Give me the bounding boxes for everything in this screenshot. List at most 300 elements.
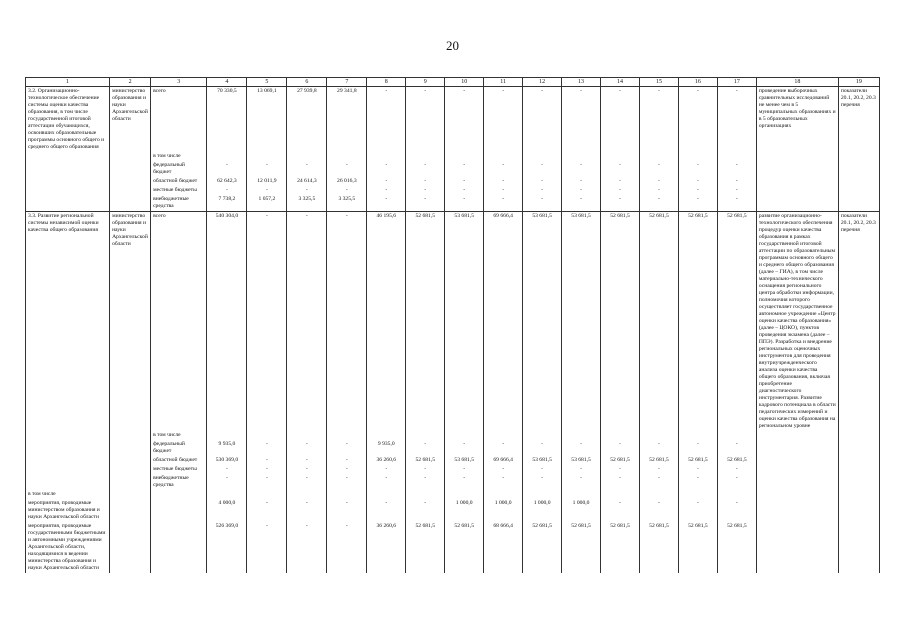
table-cell: - [639, 87, 678, 153]
table-cell: 52 681,5 [406, 522, 445, 573]
table-cell: 52 681,5 [445, 522, 484, 573]
table-cell: 9 935,0 [207, 440, 247, 456]
table-row [26, 474, 880, 490]
table-cell [247, 152, 287, 161]
table-cell: 69 666,4 [484, 212, 523, 432]
table-cell [26, 177, 110, 186]
table-cell: - [445, 474, 484, 490]
table-cell: мероприятия, проводимые министерством образования и науки Архангельской области [26, 499, 110, 522]
table-cell: - [601, 474, 640, 490]
table-cell: - [717, 195, 756, 212]
table-cell: 52 681,5 [678, 522, 717, 573]
table-row [26, 177, 880, 186]
table-cell: - [484, 177, 523, 186]
table-cell [247, 431, 287, 440]
table-cell [367, 431, 406, 440]
budget-table [25, 77, 880, 573]
table-cell: - [484, 440, 523, 456]
table-cell: 3 325,5 [327, 195, 367, 212]
table-cell: - [406, 499, 445, 522]
table-cell: министерство образования и науки Архангельской области [110, 212, 151, 432]
table-cell: 36 260,6 [367, 456, 406, 465]
table-cell: - [562, 195, 601, 212]
column-header: 19 [838, 78, 879, 87]
column-header: 1 [26, 78, 110, 87]
table-cell: в том числе [151, 152, 207, 161]
table-cell [756, 186, 838, 195]
table-cell: - [562, 177, 601, 186]
table-cell: 53 681,5 [562, 212, 601, 432]
table-row [26, 87, 880, 153]
table-cell: - [287, 440, 327, 456]
table-row [26, 456, 880, 465]
table-cell [327, 431, 367, 440]
column-header: 10 [445, 78, 484, 87]
page-number: 20 [446, 38, 459, 53]
table-cell: - [327, 456, 367, 465]
table-cell: 24 614,3 [287, 177, 327, 186]
column-header: 7 [327, 78, 367, 87]
table-cell: - [445, 177, 484, 186]
table-cell: - [247, 474, 287, 490]
table-cell: 526 369,0 [207, 522, 247, 573]
table-cell: - [601, 87, 640, 153]
table-cell [110, 456, 151, 465]
table-cell [838, 177, 879, 186]
table-cell: - [523, 161, 562, 177]
table-cell: - [406, 474, 445, 490]
table-cell: - [717, 440, 756, 456]
table-cell [838, 522, 879, 573]
table-cell: - [367, 195, 406, 212]
table-cell: - [562, 186, 601, 195]
table-cell [26, 465, 110, 474]
table-cell [601, 152, 640, 161]
table-cell: 52 681,5 [523, 522, 562, 573]
table-cell: - [445, 195, 484, 212]
table-cell: - [562, 87, 601, 153]
table-cell: - [287, 474, 327, 490]
table-cell: 1 000,0 [562, 499, 601, 522]
table-cell: - [287, 499, 327, 522]
header-row [26, 78, 880, 87]
table-cell: министерство образования и науки Архангельской области [110, 87, 151, 153]
table-cell [151, 522, 207, 573]
table-cell: - [523, 195, 562, 212]
table-cell: - [327, 522, 367, 573]
table-cell [756, 440, 838, 456]
table-cell: 52 681,5 [717, 456, 756, 465]
table-cell [838, 474, 879, 490]
table-cell [287, 490, 327, 499]
table-cell: 52 681,5 [639, 456, 678, 465]
table-cell: - [287, 456, 327, 465]
table-cell [26, 474, 110, 490]
table-cell [484, 431, 523, 440]
table-cell: всего [151, 212, 207, 432]
table-cell: 52 681,5 [717, 522, 756, 573]
column-header: 3 [151, 78, 207, 87]
table-cell: - [562, 465, 601, 474]
table-cell: областной бюджет [151, 456, 207, 465]
table-cell: 52 681,5 [601, 522, 640, 573]
table-cell [523, 431, 562, 440]
column-header: 18 [756, 78, 838, 87]
table-cell: - [678, 465, 717, 474]
table-cell: 52 681,5 [717, 212, 756, 432]
table-cell [110, 431, 151, 440]
table-cell: - [639, 474, 678, 490]
table-cell [151, 490, 207, 499]
table-cell [26, 152, 110, 161]
table-cell [756, 195, 838, 212]
table-cell: - [484, 474, 523, 490]
table-cell: 52 681,5 [562, 522, 601, 573]
table-cell: - [639, 499, 678, 522]
table-cell [151, 499, 207, 522]
table-cell [110, 177, 151, 186]
table-cell: - [601, 161, 640, 177]
table-cell: - [287, 186, 327, 195]
table-cell: - [717, 465, 756, 474]
table-cell: 70 330,5 [207, 87, 247, 153]
table-cell [110, 490, 151, 499]
table-cell: - [445, 465, 484, 474]
table-cell [110, 186, 151, 195]
table-cell: 530 369,0 [207, 456, 247, 465]
table-row [26, 186, 880, 195]
table-cell [838, 490, 879, 499]
table-cell: - [367, 87, 406, 153]
table-cell: областной бюджет [151, 177, 207, 186]
table-cell: 52 681,5 [639, 522, 678, 573]
table-cell [678, 431, 717, 440]
table-cell: - [678, 440, 717, 456]
table-cell: - [601, 186, 640, 195]
column-header: 4 [207, 78, 247, 87]
table-cell [110, 161, 151, 177]
table-cell: показатели 20.1, 20.2, 20.3 перечня [838, 87, 879, 153]
column-header: 13 [562, 78, 601, 87]
table-cell: федеральный бюджет [151, 161, 207, 177]
table-row [26, 431, 880, 440]
table-cell: внебюджетные средства [151, 474, 207, 490]
table-cell: - [484, 186, 523, 195]
table-cell: - [406, 177, 445, 186]
table-cell: - [717, 499, 756, 522]
table-cell: 52 681,5 [601, 212, 640, 432]
table-cell: - [523, 440, 562, 456]
table-cell [445, 490, 484, 499]
table-cell: - [406, 465, 445, 474]
table-cell: - [327, 440, 367, 456]
table-cell [601, 431, 640, 440]
table-cell [484, 490, 523, 499]
table-cell [639, 152, 678, 161]
table-cell [756, 152, 838, 161]
table-row [26, 522, 880, 573]
table-cell: 26 016,3 [327, 177, 367, 186]
table-cell [756, 161, 838, 177]
table-cell: - [367, 161, 406, 177]
table-cell: - [484, 465, 523, 474]
table-cell: - [639, 440, 678, 456]
table-cell: - [207, 161, 247, 177]
table-cell: - [207, 474, 247, 490]
table-cell: - [287, 522, 327, 573]
table-cell [26, 161, 110, 177]
table-cell: - [523, 87, 562, 153]
table-row [26, 490, 880, 499]
table-cell: - [406, 195, 445, 212]
column-header: 11 [484, 78, 523, 87]
table-body [26, 87, 880, 574]
table-cell: показатели 20.1, 20.2, 20.3 перечня [838, 212, 879, 432]
table-cell: - [717, 177, 756, 186]
table-row [26, 195, 880, 212]
table-cell: 52 681,5 [678, 212, 717, 432]
table-cell: - [207, 465, 247, 474]
column-header: 14 [601, 78, 640, 87]
table-cell: 68 666,4 [484, 522, 523, 573]
table-cell: - [327, 499, 367, 522]
table-cell: - [639, 177, 678, 186]
table-cell [756, 490, 838, 499]
table-cell: - [678, 499, 717, 522]
table-cell [838, 456, 879, 465]
column-header: 17 [717, 78, 756, 87]
table-cell: - [247, 456, 287, 465]
table-cell [110, 440, 151, 456]
table-cell [523, 152, 562, 161]
table-cell [838, 440, 879, 456]
table-cell [110, 465, 151, 474]
table-cell: - [445, 440, 484, 456]
table-cell: 46 195,6 [367, 212, 406, 432]
table-cell [678, 490, 717, 499]
table-cell [327, 490, 367, 499]
table-cell: 540 304,0 [207, 212, 247, 432]
table-cell: 3.2. Организационно-технологическое обеспечение системы оценки качества образования, в том числе государственной итоговой аттестации обучающихся, освоивших образовательные программы основного общего и среднего общего образования [26, 87, 110, 153]
table-cell: - [406, 440, 445, 456]
column-header: 12 [523, 78, 562, 87]
table-cell: внебюджетные средства [151, 195, 207, 212]
table-cell: - [367, 499, 406, 522]
table-cell: - [327, 161, 367, 177]
table-cell: - [367, 474, 406, 490]
table-cell [838, 431, 879, 440]
table-cell [639, 431, 678, 440]
table-cell: - [717, 474, 756, 490]
table-cell: - [678, 195, 717, 212]
table-cell: - [562, 474, 601, 490]
table-cell [287, 152, 327, 161]
table-cell: - [678, 161, 717, 177]
table-cell: - [523, 474, 562, 490]
table-cell: - [639, 195, 678, 212]
table-cell [26, 440, 110, 456]
table-cell [445, 431, 484, 440]
table-row [26, 212, 880, 432]
table-cell: - [406, 161, 445, 177]
table-cell: - [367, 186, 406, 195]
table-cell: - [562, 440, 601, 456]
table-cell: - [247, 522, 287, 573]
table-cell: - [523, 177, 562, 186]
table-cell [838, 186, 879, 195]
table-cell: 53 681,5 [445, 212, 484, 432]
column-header: 6 [287, 78, 327, 87]
table-cell [717, 431, 756, 440]
table-cell: - [367, 465, 406, 474]
table-row [26, 440, 880, 456]
table-cell: 53 681,5 [523, 456, 562, 465]
table-cell: - [406, 87, 445, 153]
table-cell [207, 490, 247, 499]
table-cell [756, 177, 838, 186]
table-cell: - [523, 465, 562, 474]
table-cell: в том числе [151, 431, 207, 440]
table-cell: - [601, 195, 640, 212]
table-cell: 3 325,5 [287, 195, 327, 212]
table-cell: развитие организационно-технологического обеспечения процедур оценки качества образования в рамках государственной итоговой аттестации по образовательным программам основного общего и среднего общего образования (далее – ГИА), в том числе материально-технического оснащения регионального центра обработки информации, полномочия которого осуществляет государственное автономное учреждение «Центр оценки качества образования» (далее – ЦОКО), пунктов проведения экзамена (далее – ППЭ). Разработка и внедрение региональных оценочных инструментов для проведения внутриучрежденческого анализа оценки качества общего образования, включая приобретение диагностического инструментария. Развитие кадрового потенциала в области педагогических измерений и оценки качества образования на региональном уровне [756, 212, 838, 432]
table-cell: 1 000,0 [484, 499, 523, 522]
column-header: 9 [406, 78, 445, 87]
table-cell [207, 431, 247, 440]
table-cell: - [717, 87, 756, 153]
table-cell [367, 152, 406, 161]
table-cell [838, 499, 879, 522]
table-cell [562, 152, 601, 161]
table-cell: - [445, 87, 484, 153]
table-cell: - [247, 440, 287, 456]
column-header: 2 [110, 78, 151, 87]
table-cell [484, 152, 523, 161]
table-cell: - [327, 465, 367, 474]
table-cell [838, 195, 879, 212]
table-cell [601, 490, 640, 499]
table-cell: 52 681,5 [639, 212, 678, 432]
table-cell [26, 186, 110, 195]
table-cell [756, 456, 838, 465]
table-cell: - [247, 186, 287, 195]
column-header: 8 [367, 78, 406, 87]
table-cell: 53 681,5 [445, 456, 484, 465]
table-cell: 29 341,8 [327, 87, 367, 153]
table-cell: 9 935,0 [367, 440, 406, 456]
table-cell: - [678, 177, 717, 186]
table-cell [838, 161, 879, 177]
table-cell [287, 431, 327, 440]
table-cell: 52 681,5 [406, 456, 445, 465]
table-cell: - [247, 465, 287, 474]
table-cell: - [678, 87, 717, 153]
table-cell: - [601, 465, 640, 474]
table-cell: 52 681,5 [678, 456, 717, 465]
table-cell [26, 431, 110, 440]
table-cell [110, 474, 151, 490]
table-cell: - [327, 212, 367, 432]
table-cell: 1 057,2 [247, 195, 287, 212]
table-cell: федеральный бюджет [151, 440, 207, 456]
table-cell [26, 456, 110, 465]
table-cell [406, 490, 445, 499]
table-cell [110, 195, 151, 212]
table-cell: 12 011,9 [247, 177, 287, 186]
table-cell: - [406, 186, 445, 195]
table-cell [110, 152, 151, 161]
table-cell: 3.3. Развитие региональной системы независимой оценки качества общего образования [26, 212, 110, 432]
table-cell [406, 431, 445, 440]
table-cell: - [484, 195, 523, 212]
table-cell [523, 490, 562, 499]
table-cell [756, 431, 838, 440]
table-cell [562, 431, 601, 440]
table-cell: 62 642,3 [207, 177, 247, 186]
table-cell: - [287, 212, 327, 432]
table-cell: всего [151, 87, 207, 153]
table-cell: - [287, 161, 327, 177]
table-cell [756, 522, 838, 573]
table-cell [26, 195, 110, 212]
column-header: 15 [639, 78, 678, 87]
table-row [26, 499, 880, 522]
table-cell: - [639, 465, 678, 474]
table-cell: 13 069,1 [247, 87, 287, 153]
table-cell [756, 499, 838, 522]
table-cell: 4 000,0 [207, 499, 247, 522]
table-cell: - [601, 177, 640, 186]
table-cell: - [717, 186, 756, 195]
table-cell [756, 474, 838, 490]
table-cell: 52 681,5 [601, 456, 640, 465]
table-cell [445, 152, 484, 161]
table-cell [247, 490, 287, 499]
column-header: 16 [678, 78, 717, 87]
table-cell: местные бюджеты [151, 186, 207, 195]
table-cell: - [639, 186, 678, 195]
table-cell: местные бюджеты [151, 465, 207, 474]
table-cell: - [601, 499, 640, 522]
table-cell: в том числе [26, 490, 110, 499]
table-cell [838, 152, 879, 161]
table-cell [327, 152, 367, 161]
table-cell: - [327, 186, 367, 195]
table-cell [678, 152, 717, 161]
table-cell: 1 000,0 [445, 499, 484, 522]
table-cell: - [601, 440, 640, 456]
table-cell: - [287, 465, 327, 474]
table-cell: - [327, 474, 367, 490]
table-cell: - [523, 186, 562, 195]
table-cell [367, 490, 406, 499]
table-cell [562, 490, 601, 499]
table-cell: - [445, 161, 484, 177]
table-cell [717, 490, 756, 499]
table-cell: 7 738,2 [207, 195, 247, 212]
table-cell: 52 681,5 [406, 212, 445, 432]
table-cell [717, 152, 756, 161]
table-cell: - [207, 186, 247, 195]
table-cell [838, 465, 879, 474]
table-cell [207, 152, 247, 161]
table-cell: мероприятия, проводимые государственными бюджетными и автономными учреждениями Архангельской области, находящимися в ведении министерства образования и науки Архангельской области [26, 522, 110, 573]
table-cell: 27 939,8 [287, 87, 327, 153]
table-cell [406, 152, 445, 161]
table-row [26, 161, 880, 177]
table-row [26, 465, 880, 474]
table-cell [639, 490, 678, 499]
